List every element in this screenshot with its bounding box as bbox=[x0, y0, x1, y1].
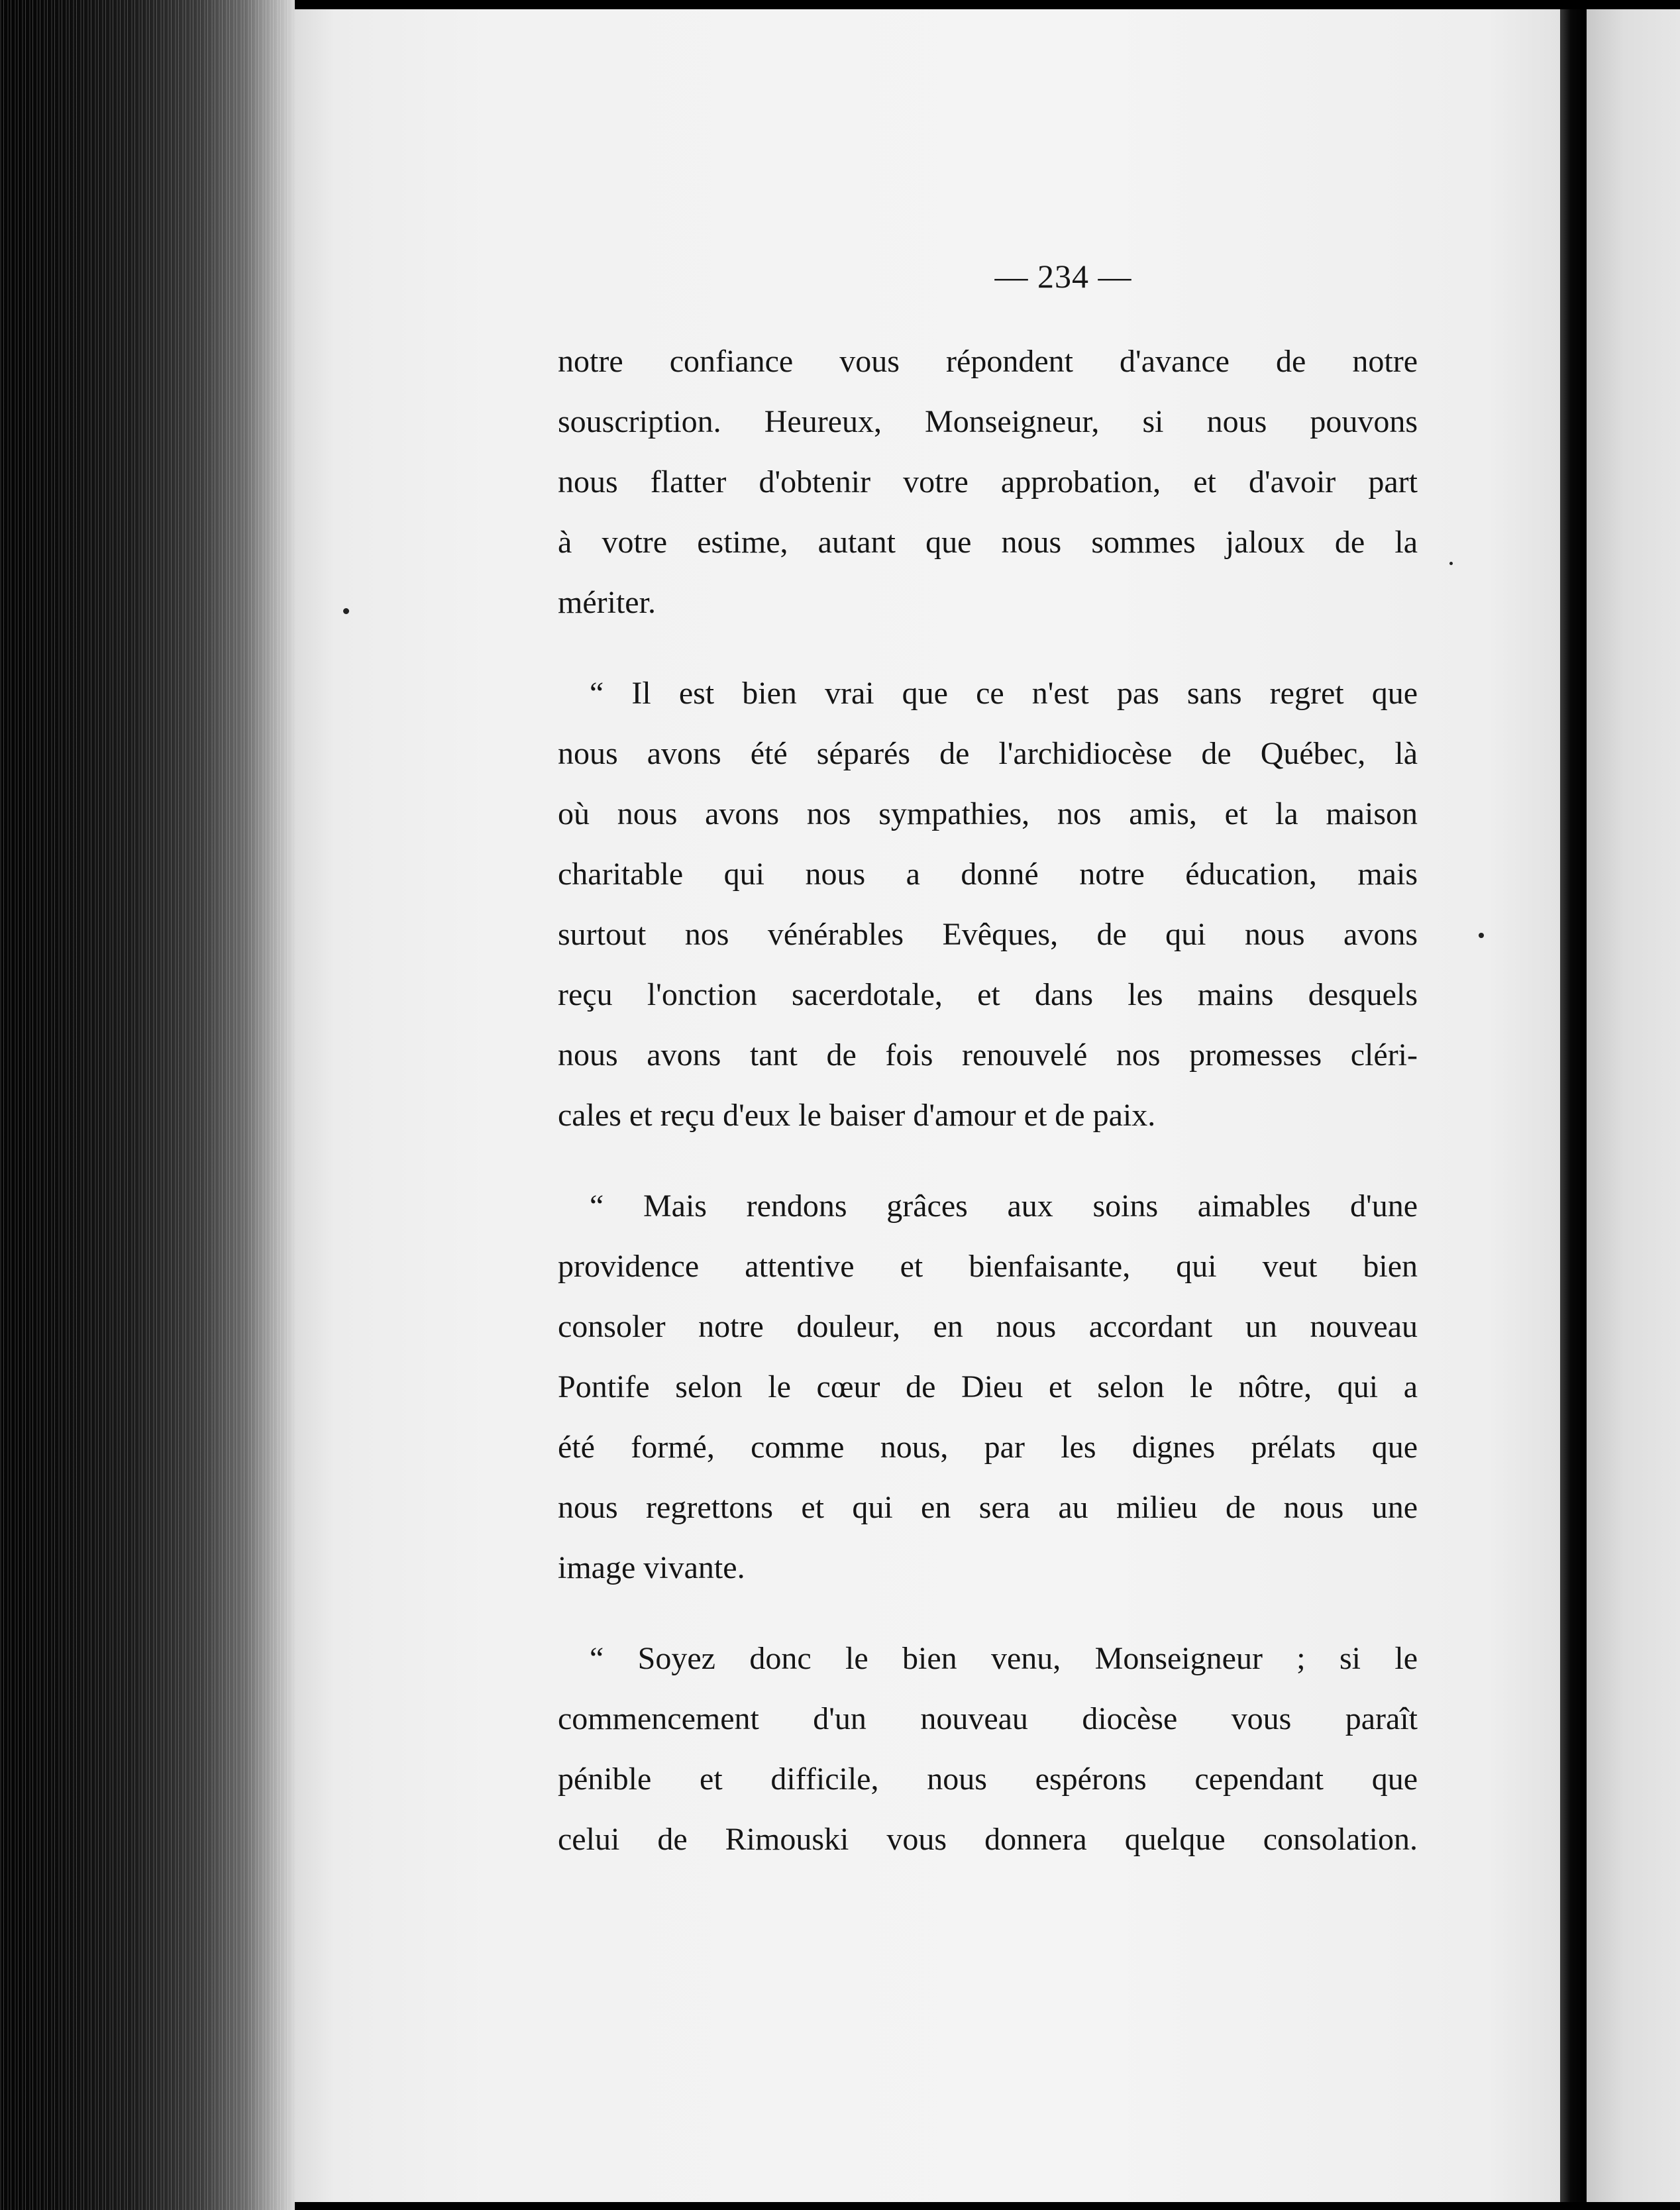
text-line: surtout nos vénérables Evêques, de qui nous avons bbox=[558, 917, 1418, 952]
text-line: nous regrettons et qui en sera au milieu de nous une bbox=[558, 1490, 1418, 1525]
ink-speck bbox=[1449, 562, 1453, 565]
body-text bbox=[558, 331, 1418, 1869]
text-line: cales et reçu d'eux le baiser d'amour et de paix. bbox=[558, 1098, 1156, 1133]
bottom-border bbox=[295, 2202, 1680, 2210]
text-line: providence attentive et bienfaisante, qui veut bien bbox=[558, 1249, 1418, 1284]
text-line: image vivante. bbox=[558, 1550, 745, 1585]
next-page-edge bbox=[1587, 0, 1680, 2210]
text-line: reçu l'onction sacerdotale, et dans les mains desquels bbox=[558, 977, 1418, 1012]
text-line: “ Mais rendons grâces aux soins aimables d'une bbox=[590, 1188, 1418, 1224]
paragraph-gap bbox=[558, 633, 1418, 663]
book-gutter bbox=[0, 0, 295, 2210]
top-border bbox=[295, 0, 1680, 9]
text-line: “ Il est bien vrai que ce n'est pas sans regret que bbox=[590, 676, 1418, 711]
paragraph-gap bbox=[558, 1145, 1418, 1176]
text-line: notre confiance vous répondent d'avance de notre bbox=[558, 344, 1418, 379]
paragraph bbox=[558, 331, 1418, 633]
text-line: celui de Rimouski vous donnera quelque consolation. bbox=[558, 1822, 1418, 1857]
page-number-text: — 234 — bbox=[994, 258, 1132, 295]
text-line: consoler notre douleur, en nous accordant un nouveau bbox=[558, 1309, 1418, 1344]
page-separator bbox=[1560, 0, 1587, 2210]
paragraph bbox=[558, 1176, 1418, 1598]
paragraph bbox=[558, 663, 1418, 1145]
ink-speck bbox=[343, 608, 349, 614]
text-line: mériter. bbox=[558, 585, 656, 620]
text-line: à votre estime, autant que nous sommes jaloux de la bbox=[558, 525, 1418, 560]
page-number bbox=[295, 257, 1560, 295]
text-line: charitable qui nous a donné notre éducation, mais bbox=[558, 857, 1418, 892]
text-line: “ Soyez donc le bien venu, Monseigneur ; si le bbox=[590, 1641, 1418, 1676]
text-line: où nous avons nos sympathies, nos amis, et la maison bbox=[558, 796, 1418, 831]
paragraph bbox=[558, 1628, 1418, 1869]
text-line: pénible et difficile, nous espérons cependant que bbox=[558, 1762, 1418, 1797]
text-line: nous flatter d'obtenir votre approbation, et d'avoir part bbox=[558, 464, 1418, 500]
ink-speck bbox=[1479, 933, 1484, 938]
text-line: souscription. Heureux, Monseigneur, si nous pouvons bbox=[558, 404, 1418, 439]
text-line: Pontife selon le cœur de Dieu et selon le nôtre, qui a bbox=[558, 1369, 1418, 1404]
text-line: nous avons été séparés de l'archidiocèse de Québec, là bbox=[558, 736, 1418, 771]
paragraph-gap bbox=[558, 1598, 1418, 1628]
text-line: été formé, comme nous, par les dignes prélats que bbox=[558, 1430, 1418, 1465]
text-line: commencement d'un nouveau diocèse vous paraît bbox=[558, 1701, 1418, 1736]
text-line: nous avons tant de fois renouvelé nos promesses cléri- bbox=[558, 1037, 1418, 1073]
